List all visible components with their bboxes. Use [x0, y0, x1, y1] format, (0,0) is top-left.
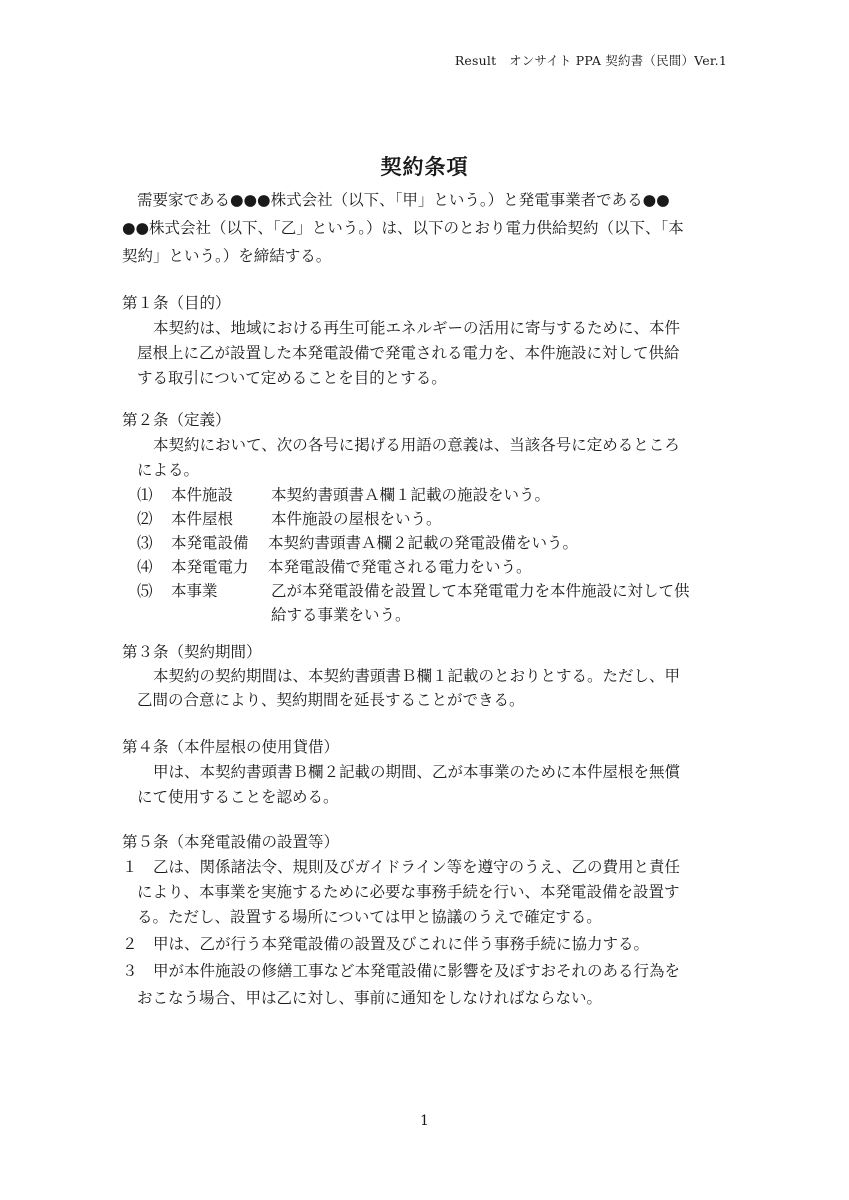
clause-text-line: おこなう場合、甲は乙に対し、事前に通知をしなければならない。 — [137, 989, 603, 1007]
definition-number: ⑷ — [137, 558, 153, 576]
clause-number: ３ — [122, 962, 138, 980]
page-number: 1 — [420, 1113, 429, 1129]
definition-term: 本件屋根 — [171, 510, 234, 528]
definition-text: 給する事業をいう。 — [271, 606, 411, 624]
article-text-line: 本契約の契約期間は、本契約書頭書Ｂ欄１記載のとおりとする。ただし、甲 — [153, 667, 681, 685]
definition-text: 本契約書頭書Ａ欄２記載の発電設備をいう。 — [268, 534, 579, 552]
article-text-line: 屋根上に乙が設置した本発電設備で発電される電力を、本件施設に対して供給 — [137, 344, 680, 362]
definition-text: 本契約書頭書Ａ欄１記載の施設をいう。 — [271, 486, 551, 504]
definition-term: 本発電設備 — [171, 534, 249, 552]
clause-number: １ — [122, 858, 138, 876]
article-text-line: 甲は、本契約書頭書Ｂ欄２記載の期間、乙が本事業のために本件屋根を無償 — [153, 763, 681, 781]
clause-number: ２ — [122, 935, 138, 953]
preamble-line: 需要家である●●●株式会社（以下、「甲」という。）と発電事業者である●● — [137, 191, 670, 209]
article-heading: 第５条（本発電設備の設置等） — [122, 833, 340, 851]
definition-text: 本件施設の屋根をいう。 — [271, 510, 442, 528]
definition-number: ⑴ — [137, 486, 153, 504]
article-text-line: する取引について定めることを目的とする。 — [137, 369, 447, 387]
definition-number: ⑶ — [137, 534, 153, 552]
article-text-line: による。 — [137, 461, 200, 479]
clause-text-line: 乙は、関係諸法令、規則及びガイドライン等を遵守のうえ、乙の費用と責任 — [153, 858, 681, 876]
preamble-line: 契約」という。）を締結する。 — [122, 247, 332, 265]
running-header: Result オンサイト PPA 契約書（民間）Ver.1 — [454, 53, 727, 68]
article-text-line: にて使用することを認める。 — [137, 788, 339, 806]
article-heading: 第２条（定義） — [122, 411, 231, 429]
clause-text-line: により、本事業を実施するために必要な事務手続を行い、本発電設備を設置す — [137, 883, 680, 901]
definition-number: ⑸ — [137, 582, 153, 600]
clause-text-line: 甲は、乙が行う本発電設備の設置及びこれに伴う事務手続に協力する。 — [153, 935, 650, 953]
clause-text-line: る。ただし、設置する場所については甲と協議のうえで確定する。 — [137, 908, 602, 926]
clause-text-line: 甲が本件施設の修繕工事など本発電設備に影響を及ぼすおそれのある行為を — [153, 962, 681, 980]
article-text-line: 乙間の合意により、契約期間を延長することができる。 — [137, 691, 525, 709]
document-title: 契約条項 — [380, 154, 469, 179]
article-heading: 第３条（契約期間） — [122, 643, 262, 661]
definition-number: ⑵ — [137, 510, 153, 528]
article-heading: 第１条（目的） — [122, 294, 231, 312]
definition-text: 乙が本発電設備を設置して本発電電力を本件施設に対して供 — [271, 582, 690, 600]
definition-term: 本発電電力 — [171, 558, 249, 576]
definition-text: 本発電設備で発電される電力をいう。 — [268, 558, 532, 576]
preamble-line: ●●株式会社（以下、「乙」という。）は、以下のとおり電力供給契約（以下、「本 — [122, 219, 684, 237]
definition-term: 本件施設 — [171, 486, 234, 504]
definition-term: 本事業 — [171, 582, 218, 600]
article-heading: 第４条（本件屋根の使用貸借） — [122, 738, 340, 756]
article-text-line: 本契約において、次の各号に掲げる用語の意義は、当該各号に定めるところ — [153, 436, 680, 454]
article-text-line: 本契約は、地域における再生可能エネルギーの活用に寄与するために、本件 — [153, 319, 681, 337]
